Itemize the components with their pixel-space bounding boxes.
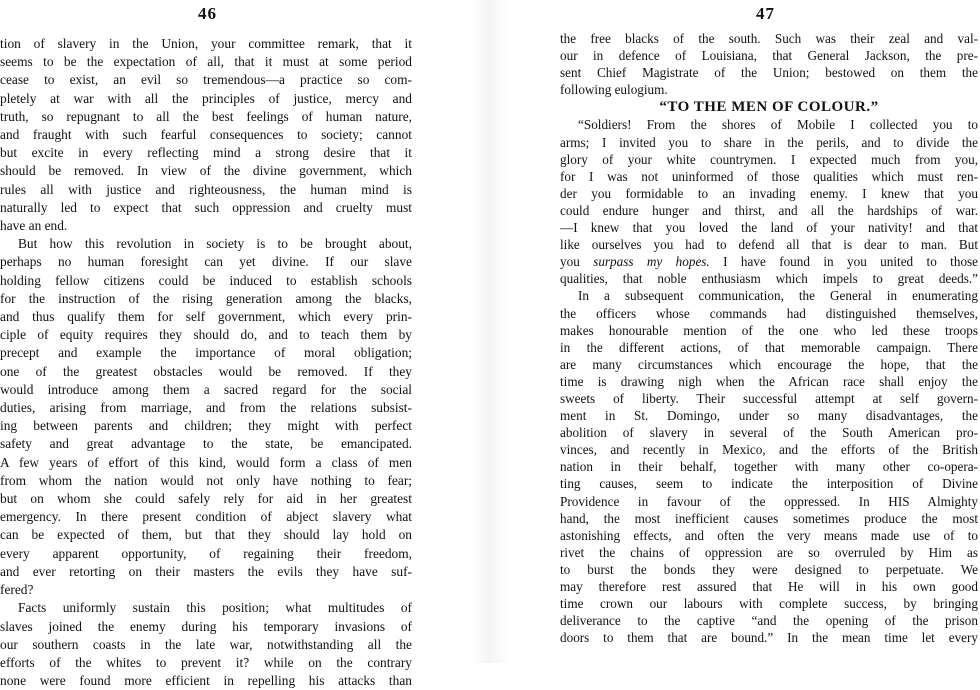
text-line: doors to them that are bound.” In the mean time let every: [560, 630, 978, 646]
text-line: fered?: [0, 582, 34, 598]
text-line: [560, 253, 978, 270]
text-line: naturally led to expect that such oppression and cruelty must: [0, 199, 412, 215]
text-line: time crown our labours with complete success, by bringing: [560, 596, 978, 612]
text-line: But how this revolution in society is to be brought about,: [18, 236, 412, 252]
text-line: safety and great advantage to the state, be emancipated.: [0, 436, 412, 452]
text-line: Facts uniformly sustain this position; what multitudes of: [18, 600, 412, 616]
text-line: pletely at war with all the principles of justice, mercy and: [0, 90, 412, 106]
text-line: and thus qualify them for self government, which every prin-: [0, 309, 412, 325]
text-line: in the different actions, of that memorable campaign. There: [560, 339, 978, 355]
text-line: glory of your white countrymen. I expected much from you,: [560, 151, 978, 167]
text-line: are many circumstances which encourage the hope, that the: [560, 356, 978, 372]
text-line: can be expected of them, but that they should lay hold on: [0, 527, 412, 543]
text-line: our in defence of Louisiana, that General Jackson, the pre-: [560, 48, 978, 64]
text-line: time is drawing nigh when the African race shall enjoy the: [560, 373, 978, 389]
text-line: our southern coasts in the late war, notwithstanding all the: [0, 636, 412, 652]
text-line: vinces, and recently in Mexico, and the efforts of the British: [560, 442, 978, 458]
text-line: to burst the bonds they were designed to perpetuate. We: [560, 561, 978, 577]
text-line: sweets of liberty. Their successful attempt at self govern-: [560, 390, 978, 406]
page-number: 47: [756, 4, 775, 23]
text-line: efforts of the whites to prevent it? while on the contrary: [0, 654, 412, 670]
text-run: you: [560, 254, 594, 270]
text-line: may therefore rest assured that He will in his own good: [560, 579, 978, 594]
text-line: and ever retorting on their masters the evils they have suf-: [0, 563, 412, 579]
text-line: every apparent opportunity, of regaining their freedom,: [0, 545, 412, 561]
text-line: A few years of effort of this kind, would form a class of men: [0, 454, 412, 470]
text-line: holding fellow citizens could be induced to establish schools: [0, 272, 412, 288]
text-line: and fraught with such fearful consequences to society; cannot: [0, 127, 412, 143]
text-run: I have found in you united to those: [709, 254, 979, 270]
text-line: arms; I invited you to share in the perils, and to divide the: [560, 134, 978, 150]
section-heading: “TO THE MEN OF COLOUR.”: [659, 99, 879, 116]
text-line: abolition of slavery in several of the South American pro-: [560, 425, 978, 441]
page-body: [560, 30, 978, 646]
text-line: makes honourable mention of the one who led these troops: [560, 322, 978, 338]
text-line: In a subsequent communication, the General in enumerating: [578, 288, 978, 304]
text-line: one of the greatest obstacles would be removed. If they: [0, 363, 412, 379]
text-line: should be removed. In view of the divine government, which: [0, 163, 412, 179]
text-line: ting causes, seem to indicate the interposition of Divine: [560, 476, 978, 492]
text-line: nation in their behalf, together with many other co-opera-: [560, 459, 978, 475]
text-line: ciple of equity requires they should do, and to teach them by: [0, 327, 412, 343]
emphasized-text: surpass my hopes.: [593, 254, 710, 270]
text-line: deliverance to the captive “and the opening of the prison: [560, 613, 978, 629]
text-line: slaves joined the enemy during his temporary invasions of: [0, 618, 412, 634]
page-gutter: [470, 0, 510, 663]
text-line: der you formidable to an invading enemy. I knew that you: [560, 185, 978, 201]
text-line: —I knew that you loved the land of your nativity! and that: [560, 220, 978, 236]
text-line: have an end.: [0, 218, 68, 234]
text-line: like ourselves you had to defend all that is dear to man. But: [560, 237, 978, 253]
text-line: precept and example the importance of moral obligation;: [0, 345, 412, 361]
text-line: truth, so repugnant to all the best feelings of human nature,: [0, 108, 412, 124]
text-line: for I was not uninformed of those qualities which must ren-: [560, 168, 978, 184]
text-line: none were found more efficient in repelling his attacks than: [0, 673, 412, 689]
text-line: duties, arising from marriage, and from the relations subsist-: [0, 400, 412, 416]
left-page: [0, 0, 420, 689]
text-line: the free blacks of the south. Such was their zeal and val-: [560, 31, 978, 46]
text-line: for the instruction of the rising generation among the blacks,: [0, 290, 412, 306]
text-line: would introduce among them a sacred regard for the social: [0, 381, 412, 397]
text-line: ment in St. Domingo, under so many disadvantages, the: [560, 408, 978, 424]
text-line: seems to be the expectation of all, that it must at some period: [0, 54, 412, 70]
page-number: 46: [198, 4, 217, 23]
text-line: rivet the chains of oppression are so overruled by Him as: [560, 544, 978, 560]
text-line: perhaps no human foresight can yet divine. If our slave: [0, 254, 412, 270]
text-line: sent Chief Magistrate of the Union; bestowed on them the: [560, 65, 978, 81]
text-line: hand, the most inefficient causes sometimes produce the most: [560, 510, 978, 526]
text-line: Providence in favour of the oppressed. In HIS Almighty: [560, 493, 978, 509]
text-line: emergency. In there present condition of abject slavery what: [0, 509, 412, 525]
text-line: astonishing effects, and often the very means made use of to: [560, 527, 978, 543]
text-line: qualities, that noble enthusiasm which impels to great deeds.”: [560, 271, 978, 287]
text-line: the officers whose commands had distinguished themselves,: [560, 305, 978, 321]
text-line: “Soldiers! From the shores of Mobile I collected you to: [578, 117, 978, 133]
text-line: following eulogium.: [560, 82, 668, 98]
text-line: but excite in every reflecting mind a strong desire that it: [0, 145, 412, 161]
text-line: but on whom she could safely rely for aid in her greatest: [0, 491, 412, 507]
text-line: could endure hunger and thirst, and all the hardships of war.: [560, 202, 978, 218]
text-line: tion of slavery in the Union, your committee remark, that it: [0, 36, 412, 51]
right-page: [548, 0, 980, 663]
text-line: from whom the nation would not only have nothing to fear;: [0, 472, 412, 488]
text-line: ing between parents and children; they might with perfect: [0, 418, 412, 434]
text-line: cease to exist, an evil so tremendous—a practice so com-: [0, 72, 412, 88]
text-line: rules all with justice and righteousness, the human mind is: [0, 181, 412, 197]
page-body: [0, 35, 412, 690]
